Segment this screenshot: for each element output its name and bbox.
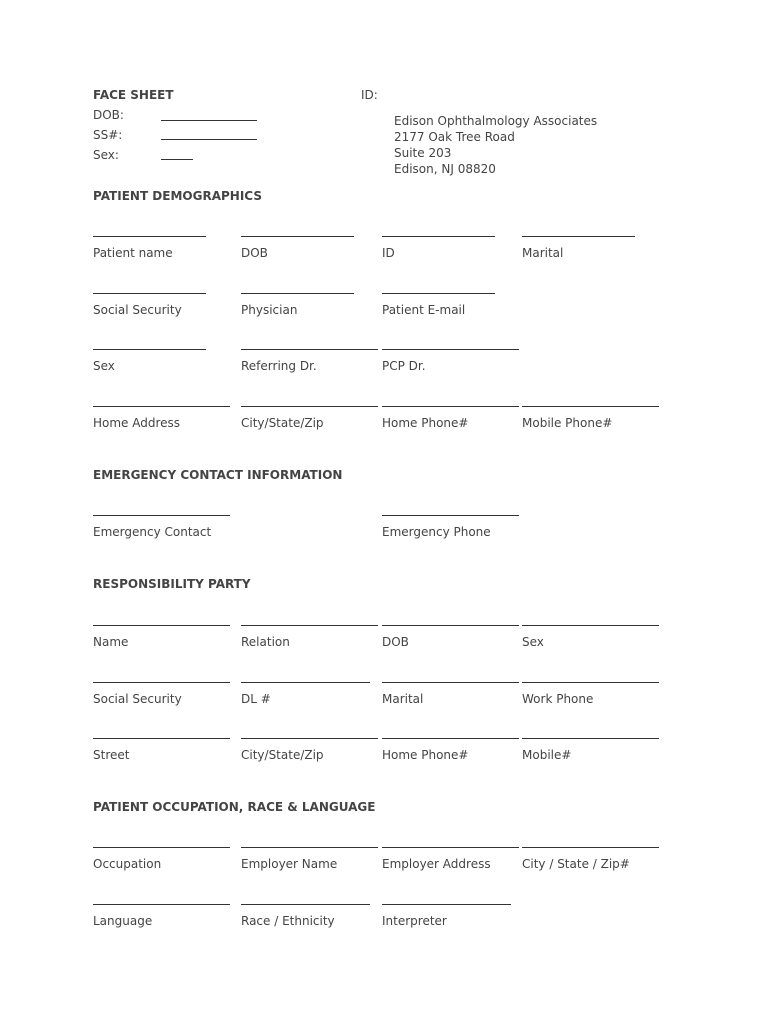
clinic-street: 2177 Oak Tree Road — [394, 130, 515, 144]
id-label: ID: — [361, 88, 378, 102]
field-label: Physician — [241, 303, 298, 317]
field-label: Home Phone# — [382, 748, 469, 762]
field-line — [382, 625, 519, 626]
field-line — [382, 847, 519, 848]
field-label: Street — [93, 748, 130, 762]
field-label: ID — [382, 246, 395, 260]
field-line — [382, 682, 519, 683]
field-emergency-contact[interactable] — [93, 515, 243, 555]
field-line — [382, 515, 519, 516]
field-city-state-zip[interactable] — [241, 406, 391, 446]
sex-label: Sex: — [93, 148, 119, 162]
field-label: Work Phone — [522, 692, 594, 706]
section-title-emergency: EMERGENCY CONTACT INFORMATION — [93, 468, 343, 482]
field-label: Marital — [382, 692, 424, 706]
field-language[interactable] — [93, 904, 243, 944]
field-label: Emergency Contact — [93, 525, 212, 539]
field-line — [241, 904, 370, 905]
field-id[interactable] — [382, 236, 532, 276]
field-label: Occupation — [93, 857, 162, 871]
field-label: Patient E-mail — [382, 303, 466, 317]
page-title: FACE SHEET — [93, 88, 174, 102]
field-label: Mobile# — [522, 748, 572, 762]
field-label: Home Address — [93, 416, 181, 430]
field-home-phone[interactable] — [382, 406, 532, 446]
field-physician[interactable] — [241, 293, 391, 333]
field-label: Name — [93, 635, 129, 649]
field-label: Interpreter — [382, 914, 447, 928]
field-mobile-phone[interactable] — [522, 406, 672, 446]
dob-label: DOB: — [93, 108, 124, 122]
field-label: Home Phone# — [382, 416, 469, 430]
field-resp-sex[interactable] — [522, 625, 672, 665]
field-employer-address[interactable] — [382, 847, 532, 887]
field-line — [93, 904, 230, 905]
field-home-address[interactable] — [93, 406, 243, 446]
field-label: Sex — [522, 635, 544, 649]
field-race-ethnicity[interactable] — [241, 904, 391, 944]
field-resp-city-state-zip[interactable] — [241, 738, 391, 778]
field-line — [522, 625, 659, 626]
field-line — [241, 625, 378, 626]
field-line — [93, 682, 230, 683]
field-patient-email[interactable] — [382, 293, 532, 333]
field-resp-mobile[interactable] — [522, 738, 672, 778]
section-title-occupation: PATIENT OCCUPATION, RACE & LANGUAGE — [93, 800, 376, 814]
field-occupation[interactable] — [93, 847, 243, 887]
field-label: Mobile Phone# — [522, 416, 613, 430]
field-line — [241, 236, 354, 237]
field-line — [382, 349, 519, 350]
field-label: DL # — [241, 692, 271, 706]
clinic-name: Edison Ophthalmology Associates — [394, 114, 598, 128]
field-label: Sex — [93, 359, 115, 373]
dob-line — [161, 120, 257, 121]
field-label: Employer Address — [382, 857, 491, 871]
field-label: Employer Name — [241, 857, 338, 871]
field-label: DOB — [382, 635, 409, 649]
field-patient-name[interactable] — [93, 236, 243, 276]
field-referring-dr[interactable] — [241, 349, 391, 389]
field-label: Relation — [241, 635, 290, 649]
field-line — [93, 847, 230, 848]
field-label: Race / Ethnicity — [241, 914, 335, 928]
field-line — [93, 515, 230, 516]
clinic-city: Edison, NJ 08820 — [394, 162, 496, 176]
field-social-security[interactable] — [93, 293, 243, 333]
field-line — [241, 349, 378, 350]
field-line — [241, 293, 354, 294]
field-line — [93, 406, 230, 407]
field-line — [93, 349, 206, 350]
field-line — [93, 293, 206, 294]
ss-label: SS#: — [93, 128, 123, 142]
field-line — [93, 625, 230, 626]
field-employer-city-state-zip[interactable] — [522, 847, 672, 887]
field-resp-dl[interactable] — [241, 682, 391, 722]
field-label: Referring Dr. — [241, 359, 317, 373]
field-employer-name[interactable] — [241, 847, 391, 887]
field-resp-social-security[interactable] — [93, 682, 243, 722]
field-line — [522, 847, 659, 848]
field-resp-work-phone[interactable] — [522, 682, 672, 722]
field-line — [241, 847, 378, 848]
section-title-responsibility: RESPONSIBILITY PARTY — [93, 577, 251, 591]
field-line — [522, 406, 659, 407]
field-line — [93, 236, 206, 237]
clinic-suite: Suite 203 — [394, 146, 452, 160]
field-label: DOB — [241, 246, 268, 260]
field-label: City/State/Zip — [241, 748, 324, 762]
field-label: Social Security — [93, 692, 182, 706]
field-line — [241, 406, 378, 407]
field-resp-street[interactable] — [93, 738, 243, 778]
field-resp-home-phone[interactable] — [382, 738, 532, 778]
field-resp-marital[interactable] — [382, 682, 532, 722]
sex-line — [161, 159, 193, 160]
field-line — [241, 738, 378, 739]
section-title-demographics: PATIENT DEMOGRAPHICS — [93, 189, 262, 203]
field-label: PCP Dr. — [382, 359, 426, 373]
field-resp-dob[interactable] — [382, 625, 532, 665]
field-line — [522, 738, 659, 739]
field-label: Social Security — [93, 303, 182, 317]
field-line — [382, 738, 519, 739]
field-label: City / State / Zip# — [522, 857, 630, 871]
field-label: Marital — [522, 246, 564, 260]
field-pcp-dr[interactable] — [382, 349, 532, 389]
field-line — [522, 236, 635, 237]
field-marital[interactable] — [522, 236, 672, 276]
field-sex[interactable] — [93, 349, 243, 389]
field-resp-name[interactable] — [93, 625, 243, 665]
ss-line — [161, 139, 257, 140]
field-label: Patient name — [93, 246, 173, 260]
field-label: Language — [93, 914, 153, 928]
field-label: Emergency Phone — [382, 525, 491, 539]
field-interpreter[interactable] — [382, 904, 532, 944]
field-label: City/State/Zip — [241, 416, 324, 430]
field-line — [522, 682, 659, 683]
field-dob[interactable] — [241, 236, 391, 276]
field-line — [241, 682, 370, 683]
field-line — [382, 406, 519, 407]
field-line — [382, 904, 511, 905]
field-line — [93, 738, 230, 739]
field-line — [382, 236, 495, 237]
field-resp-relation[interactable] — [241, 625, 391, 665]
field-line — [382, 293, 495, 294]
field-emergency-phone[interactable] — [382, 515, 532, 555]
